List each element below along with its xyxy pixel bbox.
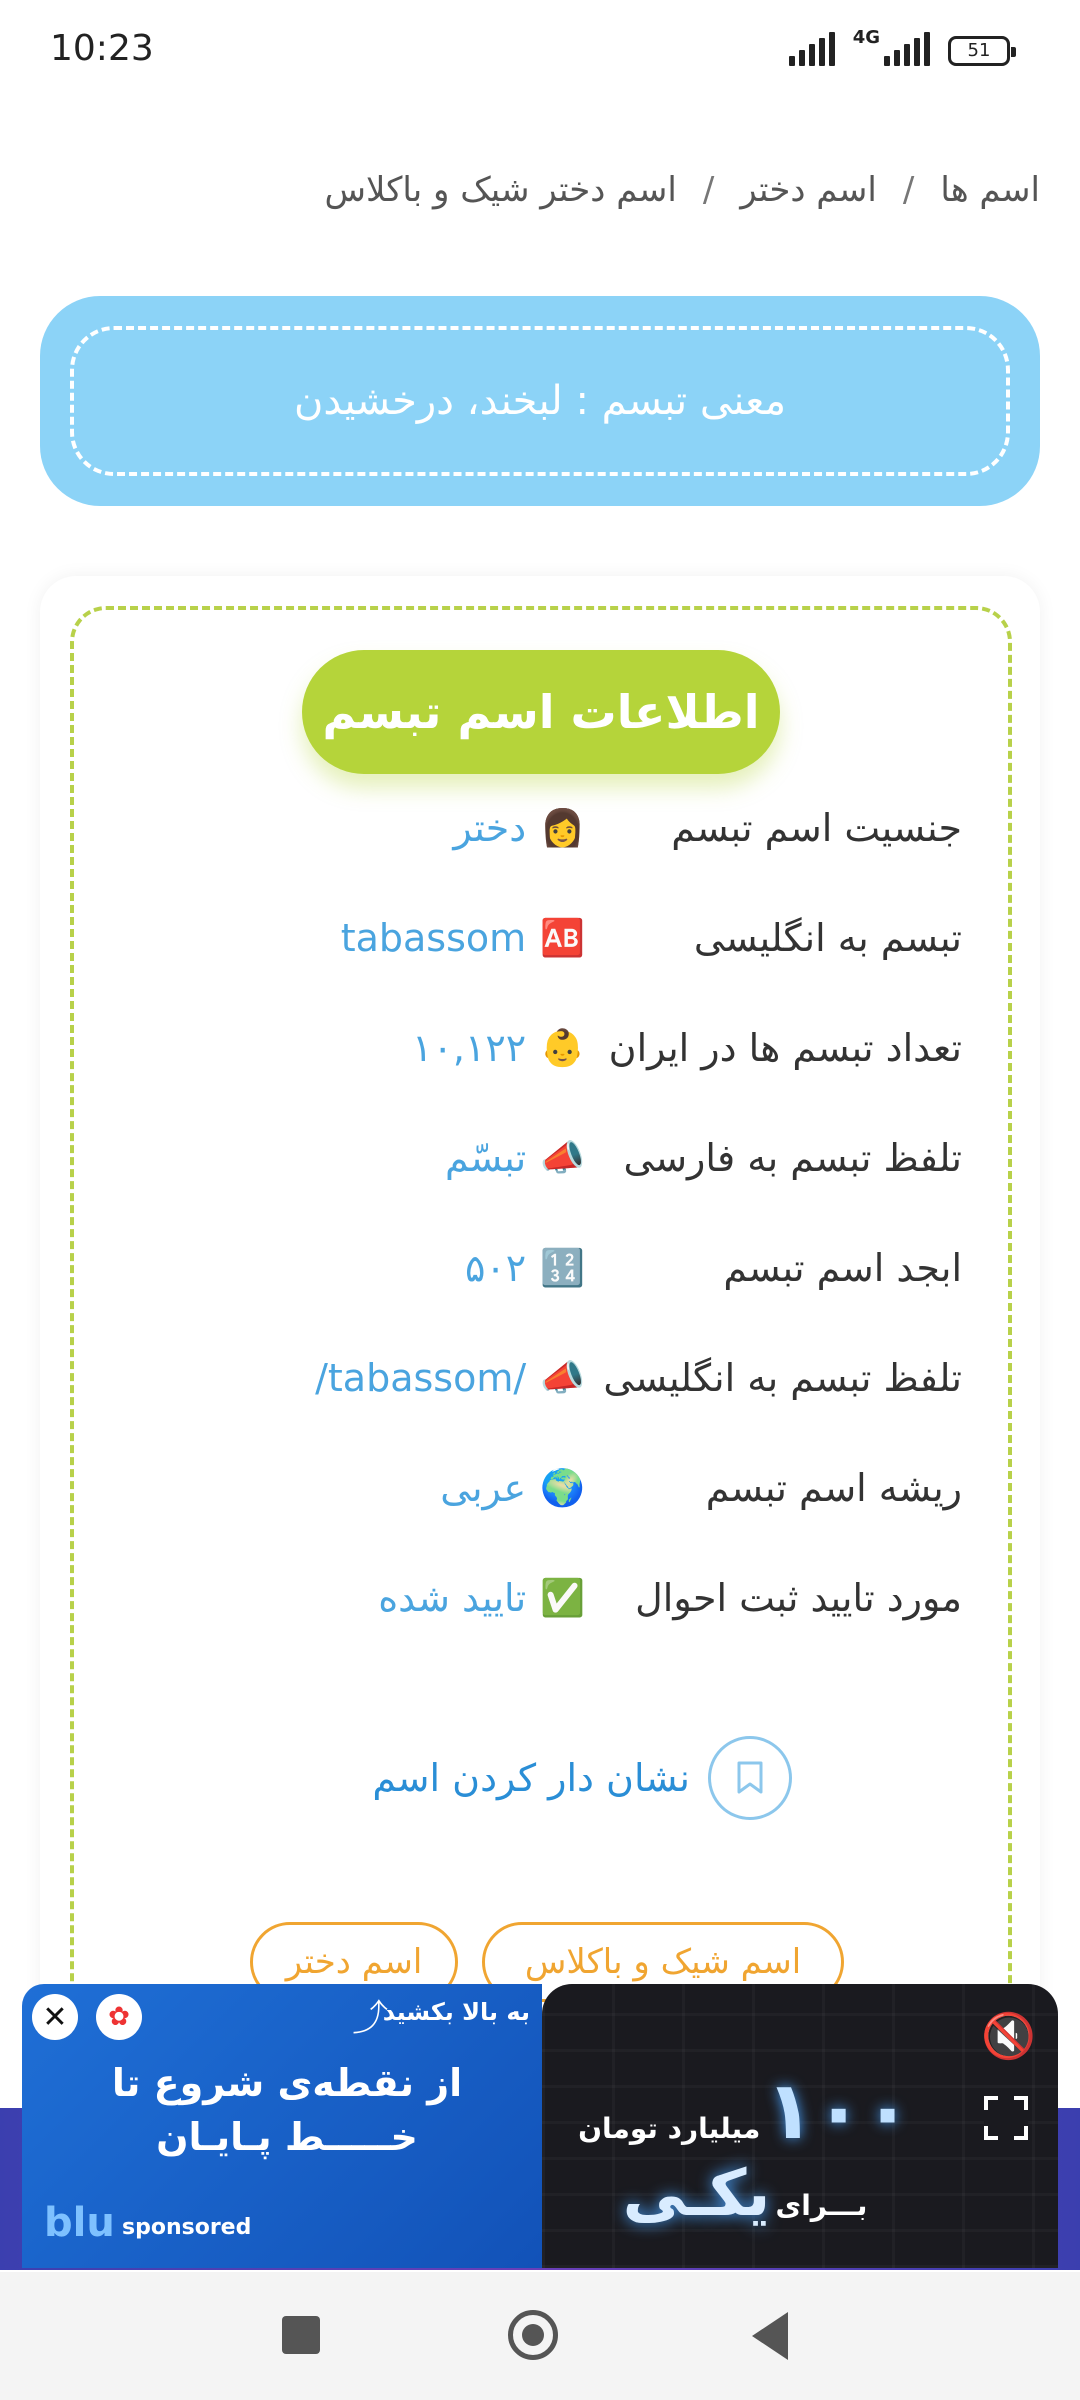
row-value	[465, 1246, 585, 1290]
numbers-icon: 🔢	[540, 1248, 585, 1289]
row-value	[341, 916, 585, 960]
row-value	[453, 806, 585, 850]
status-bar	[0, 0, 1080, 104]
network-type: 4G	[852, 27, 880, 48]
info-row-count	[40, 1006, 1040, 1116]
row-value-text: tabassom	[340, 916, 527, 960]
status-icons	[789, 27, 1010, 66]
ad-promo-brand: یکـی	[622, 2157, 771, 2231]
info-card	[40, 576, 1040, 2026]
row-value	[445, 1136, 585, 1180]
ad-sponsored-label: sponsored	[122, 2215, 252, 2240]
info-title: اطلاعات اسم تبسم	[302, 650, 780, 774]
signal-icon-2	[884, 32, 930, 66]
row-label: مورد تایید ثبت احوال	[635, 1576, 962, 1620]
row-value-text: ۱۰,۱۲۲	[412, 1026, 527, 1070]
row-label: تعداد تبسم ها در ایران	[608, 1026, 962, 1070]
info-rows	[40, 786, 1040, 1666]
globe-icon: 🌍	[540, 1468, 585, 1509]
mute-icon[interactable]: 🔇	[981, 2011, 1036, 2062]
home-icon[interactable]	[508, 2310, 558, 2360]
breadcrumb-separator: /	[902, 170, 915, 210]
info-row-gender	[40, 786, 1040, 896]
megaphone-icon: 📣	[540, 1138, 585, 1179]
info-row-persian-pronunciation	[40, 1116, 1040, 1226]
ad-promo-number: ۱۰۰	[765, 2064, 912, 2157]
info-row-abjad	[40, 1226, 1040, 1336]
meaning-box	[40, 296, 1040, 506]
tag-chic-names[interactable]: اسم شیک و باکلاس	[482, 1922, 844, 2002]
row-value	[412, 1026, 585, 1070]
ad-swipe-hint[interactable]: به بالا بکشید	[382, 1998, 530, 2026]
close-icon[interactable]: ✕	[32, 1994, 78, 2040]
battery-icon: 51	[948, 36, 1010, 66]
megaphone-icon: 📣	[540, 1358, 585, 1399]
info-row-registry-approval	[40, 1556, 1040, 1666]
row-value-text: دختر	[453, 806, 527, 850]
baby-icon: 👶	[540, 1028, 585, 1069]
meaning-text: معنی تبسم : لبخند، درخشیدن	[293, 378, 786, 424]
row-label: جنسیت اسم تبسم	[671, 806, 962, 850]
row-label: تلفظ تبسم به فارسی	[623, 1136, 962, 1180]
row-value	[440, 1466, 585, 1510]
row-value-text: تبسّم	[444, 1136, 527, 1180]
row-value	[315, 1356, 585, 1400]
row-value-text: تایید شده	[378, 1576, 527, 1620]
signal-icon	[789, 32, 835, 66]
row-label: تبسم به انگلیسی	[693, 916, 962, 960]
breadcrumb	[324, 170, 1040, 210]
info-row-origin	[40, 1446, 1040, 1556]
bookmark-label[interactable]: نشان دار کردن اسم	[372, 1756, 690, 1800]
breadcrumb-item-girl-names[interactable]: اسم دختر	[740, 170, 877, 210]
row-value	[378, 1576, 585, 1620]
status-time: 10:23	[50, 28, 154, 69]
ad-left-panel[interactable]	[22, 1984, 542, 2268]
row-value-text: /tabassom/	[315, 1356, 527, 1400]
info-row-english	[40, 896, 1040, 1006]
breadcrumb-item-names[interactable]: اسم ها	[940, 170, 1040, 210]
back-icon[interactable]	[752, 2312, 788, 2360]
ad-promo-for: بـــرای	[775, 2189, 868, 2222]
row-label: ریشه اسم تبسم	[705, 1466, 962, 1510]
row-value-text: عربی	[440, 1466, 527, 1510]
blu-logo: blu	[44, 2200, 115, 2246]
swipe-up-icon: ⤴	[352, 1998, 389, 2039]
breadcrumb-separator: /	[702, 170, 715, 210]
info-row-english-pronunciation	[40, 1336, 1040, 1446]
ad-headline[interactable]: از نقطه‌ی شروع تا خـــــط پـایـان	[111, 2061, 463, 2159]
system-nav-bar	[0, 2272, 1080, 2400]
woman-icon: 👩	[540, 808, 585, 849]
ad-promo	[542, 2064, 948, 2231]
row-label: ابجد اسم تبسم	[723, 1246, 962, 1290]
tag-girl-names[interactable]: اسم دختر	[250, 1922, 458, 2002]
fullscreen-icon[interactable]	[984, 2096, 1028, 2140]
ad-video-panel[interactable]	[542, 1984, 1058, 2268]
checkmark-icon: ✅	[540, 1578, 585, 1619]
breadcrumb-item-current[interactable]: اسم دختر شیک و باکلاس	[324, 170, 677, 210]
nbc-logo-icon: ✿	[96, 1994, 142, 2040]
bookmark-icon[interactable]	[708, 1736, 792, 1820]
ab-icon: 🆎	[540, 918, 585, 959]
row-label: تلفظ تبسم به انگلیسی	[603, 1356, 962, 1400]
row-value-text: ۵۰۲	[464, 1246, 527, 1290]
recents-icon[interactable]	[282, 2316, 320, 2354]
bookmark-name-button[interactable]	[40, 1736, 1040, 1826]
meaning-inner-border	[70, 326, 1010, 476]
ad-promo-unit: میلیارد تومان	[578, 2112, 761, 2145]
ad-banner[interactable]	[22, 1984, 1058, 2268]
